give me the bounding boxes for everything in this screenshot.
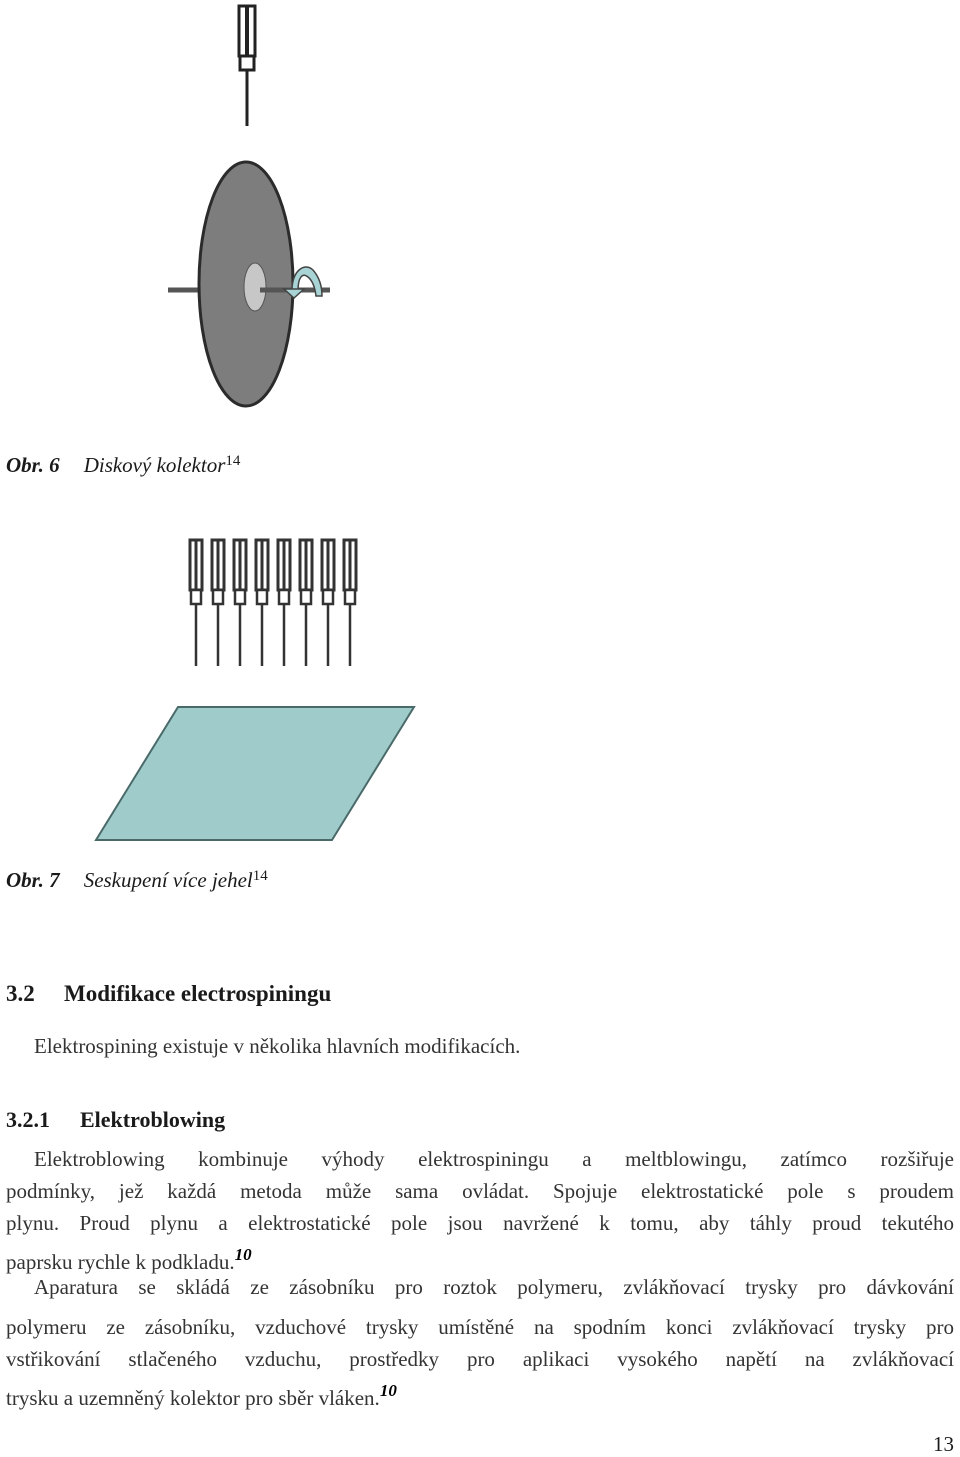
needle-icon bbox=[212, 540, 224, 666]
needle-icon bbox=[234, 540, 246, 666]
needle-icon bbox=[190, 540, 202, 666]
figure-7-caption bbox=[6, 868, 268, 893]
collector-plate-icon bbox=[96, 707, 414, 840]
paragraph-1-line: podmínky, jež každá metoda může sama ovládat. Spojuje elektrostatické pole s proudem bbox=[6, 1179, 954, 1203]
page-number: 13 bbox=[933, 1432, 954, 1456]
section-intro-text: Elektrospining existuje v několika hlavních modifikacích. bbox=[34, 1034, 521, 1058]
paragraph-1 bbox=[6, 1143, 954, 1303]
paragraph-2 bbox=[6, 1311, 954, 1410]
paragraph-1-last-line bbox=[6, 1239, 954, 1274]
figure-7-title: Seskupení více jehel bbox=[83, 868, 253, 892]
figure-6-label: Obr. 6 bbox=[6, 453, 60, 477]
paragraph-1-line: Elektroblowing kombinuje výhody elektrospiningu a meltblowingu, zatímco rozšiřuje bbox=[34, 1147, 954, 1171]
figure-6-ref: 14 bbox=[225, 453, 241, 469]
figure-7-label: Obr. 7 bbox=[6, 868, 60, 892]
paragraph-1-line: paprsku rychle k podkladu. bbox=[6, 1250, 235, 1274]
section-title: Modifikace electrospiningu bbox=[64, 981, 332, 1006]
paragraph-2-line: trysku a uzemněný kolektor pro sběr vláken. bbox=[6, 1386, 380, 1410]
subsection-heading bbox=[6, 1107, 225, 1133]
needle-icon bbox=[300, 540, 312, 666]
paragraph-2-line: Aparatura se skládá ze zásobníku pro roztok polymeru, zvlákňovací trysky pro dávkování bbox=[34, 1275, 954, 1299]
paragraph-1-ref: 10 bbox=[234, 1245, 252, 1264]
subsection-number: 3.2.1 bbox=[6, 1107, 50, 1132]
needle-icon bbox=[322, 540, 334, 666]
needle-icon bbox=[256, 540, 268, 666]
figure-6-title: Diskový kolektor bbox=[83, 453, 226, 477]
subsection-title: Elektroblowing bbox=[80, 1107, 226, 1132]
needle-icon bbox=[344, 540, 356, 666]
paragraph-2-line: polymeru ze zásobníku, vzduchové trysky umístěné na spodním konci zvlákňovací trysky pro bbox=[6, 1315, 954, 1339]
paragraph-2-last-line bbox=[6, 1375, 954, 1410]
section-intro bbox=[6, 1030, 954, 1062]
section-number: 3.2 bbox=[6, 981, 35, 1006]
needle-array bbox=[190, 540, 356, 666]
paragraph-2-ref: 10 bbox=[379, 1381, 397, 1400]
paragraph-1-line: plynu. Proud plynu a elektrostatické pole jsou navržené k tomu, aby táhly proud tekutého bbox=[6, 1211, 954, 1235]
needle-icon bbox=[278, 540, 290, 666]
figure-7-ref: 14 bbox=[252, 868, 268, 884]
section-heading bbox=[6, 981, 331, 1007]
paragraph-2-line: vstřikování stlačeného vzduchu, prostředky pro aplikaci vysokého napětí na zvlákňovací bbox=[6, 1347, 954, 1371]
